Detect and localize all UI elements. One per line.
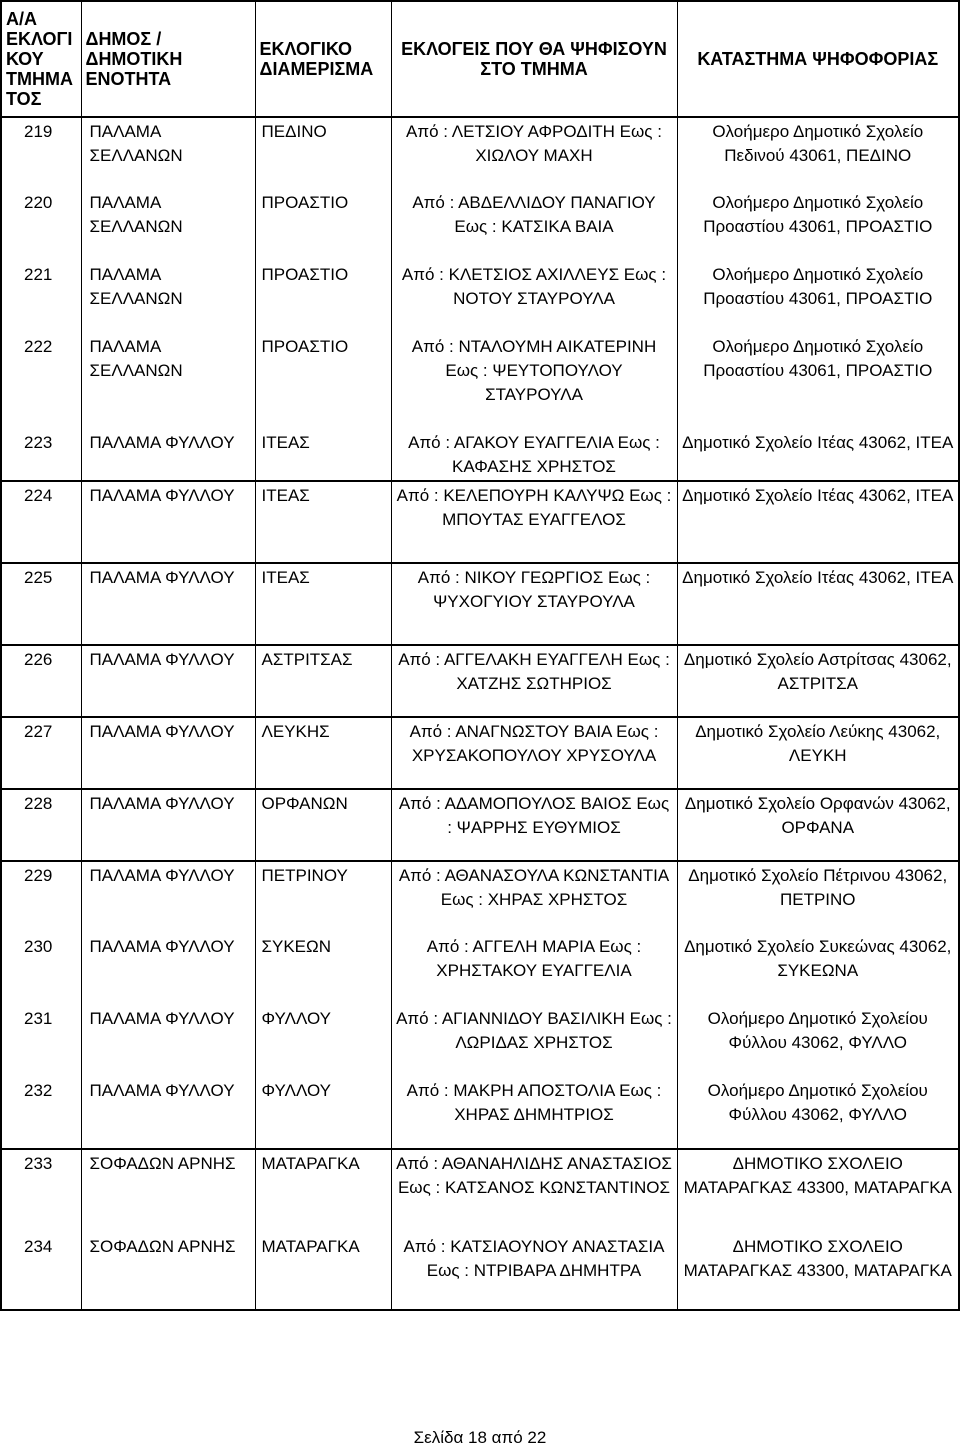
row-station: Ολοήμερο Δημοτικό Σχολείο Προαστίου 43061, ΠΡΟΑΣΤΙΟ bbox=[677, 333, 959, 429]
row-department: ΜΑΤΑΡΑΓΚΑ bbox=[255, 1149, 391, 1233]
table-row bbox=[1, 189, 959, 261]
table-row bbox=[1, 261, 959, 333]
row-number: 220 bbox=[1, 189, 81, 261]
row-department: ΙΤΕΑΣ bbox=[255, 429, 391, 481]
row-electors: Από : ΚΑΤΣΙΑΟΥΝΟΥ ΑΝΑΣΤΑΣΙΑ Εως : ΝΤΡΙΒΑΡΑ ΔΗΜΗΤΡΑ bbox=[391, 1233, 677, 1310]
row-station: ΔΗΜΟΤΙΚΟ ΣΧΟΛΕΙΟ ΜΑΤΑΡΑΓΚΑΣ 43300, ΜΑΤΑΡΑΓΚΑ bbox=[677, 1233, 959, 1310]
table-row bbox=[1, 645, 959, 717]
row-municipality: ΠΑΛΑΜΑ ΦΥΛΛΟΥ bbox=[81, 861, 255, 933]
table-header-row bbox=[1, 1, 959, 117]
row-electors: Από : ΜΑΚΡΗ ΑΠΟΣΤΟΛΙΑ Εως : ΧΗΡΑΣ ΔΗΜΗΤΡΙΟΣ bbox=[391, 1077, 677, 1149]
table-row bbox=[1, 429, 959, 481]
row-number: 219 bbox=[1, 117, 81, 189]
row-municipality: ΠΑΛΑΜΑ ΦΥΛΛΟΥ bbox=[81, 1077, 255, 1149]
row-municipality: ΣΟΦΑΔΩΝ ΑΡΝΗΣ bbox=[81, 1149, 255, 1233]
row-department: ΠΡΟΑΣΤΙΟ bbox=[255, 333, 391, 429]
row-number: 233 bbox=[1, 1149, 81, 1233]
row-municipality: ΠΑΛΑΜΑ ΦΥΛΛΟΥ bbox=[81, 1005, 255, 1077]
row-number: 221 bbox=[1, 261, 81, 333]
row-municipality: ΠΑΛΑΜΑ ΣΕΛΛΑΝΩΝ bbox=[81, 117, 255, 189]
row-station: ΔΗΜΟΤΙΚΟ ΣΧΟΛΕΙΟ ΜΑΤΑΡΑΓΚΑΣ 43300, ΜΑΤΑΡΑΓΚΑ bbox=[677, 1149, 959, 1233]
table-row bbox=[1, 333, 959, 429]
row-department: ΟΡΦΑΝΩΝ bbox=[255, 789, 391, 861]
row-municipality: ΣΟΦΑΔΩΝ ΑΡΝΗΣ bbox=[81, 1233, 255, 1310]
row-department: ΣΥΚΕΩΝ bbox=[255, 933, 391, 1005]
row-municipality: ΠΑΛΑΜΑ ΣΕΛΛΑΝΩΝ bbox=[81, 333, 255, 429]
row-municipality: ΠΑΛΑΜΑ ΦΥΛΛΟΥ bbox=[81, 481, 255, 563]
row-municipality: ΠΑΛΑΜΑ ΦΥΛΛΟΥ bbox=[81, 789, 255, 861]
row-station: Δημοτικό Σχολείο Ορφανών 43062, ΟΡΦΑΝΑ bbox=[677, 789, 959, 861]
row-electors: Από : ΑΓΙΑΝΝΙΔΟΥ ΒΑΣΙΛΙΚΗ Εως : ΛΩΡΙΔΑΣ ΧΡΗΣΤΟΣ bbox=[391, 1005, 677, 1077]
row-electors: Από : ΑΘΑΝΑΣΟΥΛΑ ΚΩΝΣΤΑΝΤΙΑ Εως : ΧΗΡΑΣ ΧΡΗΣΤΟΣ bbox=[391, 861, 677, 933]
row-department: ΦΥΛΛΟΥ bbox=[255, 1005, 391, 1077]
row-department: ΠΕΔΙΝΟ bbox=[255, 117, 391, 189]
row-department: ΠΡΟΑΣΤΙΟ bbox=[255, 189, 391, 261]
row-electors: Από : ΑΒΔΕΛΛΙΔΟΥ ΠΑΝΑΓΙΟΥ Εως : ΚΑΤΣΙΚΑ ΒΑΙΑ bbox=[391, 189, 677, 261]
row-department: ΙΤΕΑΣ bbox=[255, 563, 391, 645]
row-station: Δημοτικό Σχολείο Συκεώνας 43062, ΣΥΚΕΩΝΑ bbox=[677, 933, 959, 1005]
row-municipality: ΠΑΛΑΜΑ ΦΥΛΛΟΥ bbox=[81, 563, 255, 645]
row-number: 232 bbox=[1, 1077, 81, 1149]
row-station: Ολοήμερο Δημοτικό Σχολείο Προαστίου 43061, ΠΡΟΑΣΤΙΟ bbox=[677, 189, 959, 261]
row-electors: Από : ΚΕΛΕΠΟΥΡΗ ΚΑΛΥΨΩ Εως : ΜΠΟΥΤΑΣ ΕΥΑΓΓΕΛΟΣ bbox=[391, 481, 677, 563]
row-number: 231 bbox=[1, 1005, 81, 1077]
row-station: Δημοτικό Σχολείο Αστρίτσας 43062, ΑΣΤΡΙΤΣΑ bbox=[677, 645, 959, 717]
header-department: ΕΚΛΟΓΙΚΟ ΔΙΑΜΕΡΙΣΜΑ bbox=[255, 1, 391, 117]
row-station: Ολοήμερο Δημοτικό Σχολείο Προαστίου 43061, ΠΡΟΑΣΤΙΟ bbox=[677, 261, 959, 333]
row-station: Δημοτικό Σχολείο Λεύκης 43062, ΛΕΥΚΗ bbox=[677, 717, 959, 789]
row-electors: Από : ΑΘΑΝΑΗΛΙΔΗΣ ΑΝΑΣΤΑΣΙΟΣ Εως : ΚΑΤΣΑΝΟΣ ΚΩΝΣΤΑΝΤΙΝΟΣ bbox=[391, 1149, 677, 1233]
table-row bbox=[1, 933, 959, 1005]
table-row bbox=[1, 563, 959, 645]
row-department: ΠΡΟΑΣΤΙΟ bbox=[255, 261, 391, 333]
row-municipality: ΠΑΛΑΜΑ ΦΥΛΛΟΥ bbox=[81, 717, 255, 789]
row-department: ΑΣΤΡΙΤΣΑΣ bbox=[255, 645, 391, 717]
row-electors: Από : ΑΓΑΚΟΥ ΕΥΑΓΓΕΛΙΑ Εως : ΚΑΦΑΣΗΣ ΧΡΗΣΤΟΣ bbox=[391, 429, 677, 481]
table-row bbox=[1, 717, 959, 789]
row-electors: Από : ΛΕΤΣΙΟΥ ΑΦΡΟΔΙΤΗ Εως : ΧΙΩΛΟΥ ΜΑΧΗ bbox=[391, 117, 677, 189]
row-station: Δημοτικό Σχολείο Ιτέας 43062, ΙΤΕΑ bbox=[677, 429, 959, 481]
row-station: Δημοτικό Σχολείο Ιτέας 43062, ΙΤΕΑ bbox=[677, 563, 959, 645]
table-row bbox=[1, 481, 959, 563]
table-row bbox=[1, 1005, 959, 1077]
row-number: 224 bbox=[1, 481, 81, 563]
row-number: 225 bbox=[1, 563, 81, 645]
row-station: Ολοήμερο Δημοτικό Σχολείου Φύλλου 43062, ΦΥΛΛΟ bbox=[677, 1077, 959, 1149]
table-row bbox=[1, 1149, 959, 1233]
row-electors: Από : ΑΔΑΜΟΠΟΥΛΟΣ ΒΑΙΟΣ Εως : ΨΑΡΡΗΣ ΕΥΘΥΜΙΟΣ bbox=[391, 789, 677, 861]
row-department: ΙΤΕΑΣ bbox=[255, 481, 391, 563]
page-number: Σελίδα 18 από 22 bbox=[413, 1428, 547, 1447]
row-department: ΦΥΛΛΟΥ bbox=[255, 1077, 391, 1149]
table-row bbox=[1, 1077, 959, 1149]
row-number: 227 bbox=[1, 717, 81, 789]
row-municipality: ΠΑΛΑΜΑ ΣΕΛΛΑΝΩΝ bbox=[81, 261, 255, 333]
table-row bbox=[1, 1233, 959, 1310]
table-row bbox=[1, 789, 959, 861]
row-number: 234 bbox=[1, 1233, 81, 1310]
row-department: ΜΑΤΑΡΑΓΚΑ bbox=[255, 1233, 391, 1310]
header-municipality: ΔΗΜΟΣ / ΔΗΜΟΤΙΚΗ ΕΝΟΤΗΤΑ bbox=[81, 1, 255, 117]
row-department: ΛΕΥΚΗΣ bbox=[255, 717, 391, 789]
row-number: 229 bbox=[1, 861, 81, 933]
row-municipality: ΠΑΛΑΜΑ ΦΥΛΛΟΥ bbox=[81, 645, 255, 717]
row-electors: Από : ΑΓΓΕΛΗ ΜΑΡΙΑ Εως : ΧΡΗΣΤΑΚΟΥ ΕΥΑΓΓΕΛΙΑ bbox=[391, 933, 677, 1005]
table-row bbox=[1, 861, 959, 933]
header-number: Α/Α ΕΚΛΟΓΙ ΚΟΥ ΤΜΗΜΑ ΤΟΣ bbox=[1, 1, 81, 117]
row-station: Δημοτικό Σχολείο Ιτέας 43062, ΙΤΕΑ bbox=[677, 481, 959, 563]
row-number: 223 bbox=[1, 429, 81, 481]
row-municipality: ΠΑΛΑΜΑ ΣΕΛΛΑΝΩΝ bbox=[81, 189, 255, 261]
row-station: Ολοήμερο Δημοτικό Σχολείο Πεδινού 43061, ΠΕΔΙΝΟ bbox=[677, 117, 959, 189]
row-number: 222 bbox=[1, 333, 81, 429]
row-station: Ολοήμερο Δημοτικό Σχολείου Φύλλου 43062, ΦΥΛΛΟ bbox=[677, 1005, 959, 1077]
row-electors: Από : ΑΝΑΓΝΩΣΤΟΥ ΒΑΙΑ Εως : ΧΡΥΣΑΚΟΠΟΥΛΟΥ ΧΡΥΣΟΥΛΑ bbox=[391, 717, 677, 789]
row-electors: Από : ΝΤΑΛΟΥΜΗ ΑΙΚΑΤΕΡΙΝΗ Εως : ΨΕΥΤΟΠΟΥΛΟΥ ΣΤΑΥΡΟΥΛΑ bbox=[391, 333, 677, 429]
row-number: 228 bbox=[1, 789, 81, 861]
row-municipality: ΠΑΛΑΜΑ ΦΥΛΛΟΥ bbox=[81, 429, 255, 481]
table-row bbox=[1, 117, 959, 189]
header-station: ΚΑΤΑΣΤΗΜΑ ΨΗΦΟΦΟΡΙΑΣ bbox=[677, 1, 959, 117]
row-electors: Από : ΝΙΚΟΥ ΓΕΩΡΓΙΟΣ Εως : ΨΥΧΟΓΥΙΟΥ ΣΤΑΥΡΟΥΛΑ bbox=[391, 563, 677, 645]
row-electors: Από : ΚΛΕΤΣΙΟΣ ΑΧΙΛΛΕΥΣ Εως : ΝΟΤΟΥ ΣΤΑΥΡΟΥΛΑ bbox=[391, 261, 677, 333]
row-municipality: ΠΑΛΑΜΑ ΦΥΛΛΟΥ bbox=[81, 933, 255, 1005]
row-department: ΠΕΤΡΙΝΟΥ bbox=[255, 861, 391, 933]
header-electors: ΕΚΛΟΓΕΙΣ ΠΟΥ ΘΑ ΨΗΦΙΣΟΥΝ ΣΤΟ ΤΜΗΜΑ bbox=[391, 1, 677, 117]
row-number: 230 bbox=[1, 933, 81, 1005]
row-station: Δημοτικό Σχολείο Πέτρινου 43062, ΠΕΤΡΙΝΟ bbox=[677, 861, 959, 933]
row-number: 226 bbox=[1, 645, 81, 717]
row-electors: Από : ΑΓΓΕΛΑΚΗ ΕΥΑΓΓΕΛΗ Εως : ΧΑΤΖΗΣ ΣΩΤΗΡΙΟΣ bbox=[391, 645, 677, 717]
